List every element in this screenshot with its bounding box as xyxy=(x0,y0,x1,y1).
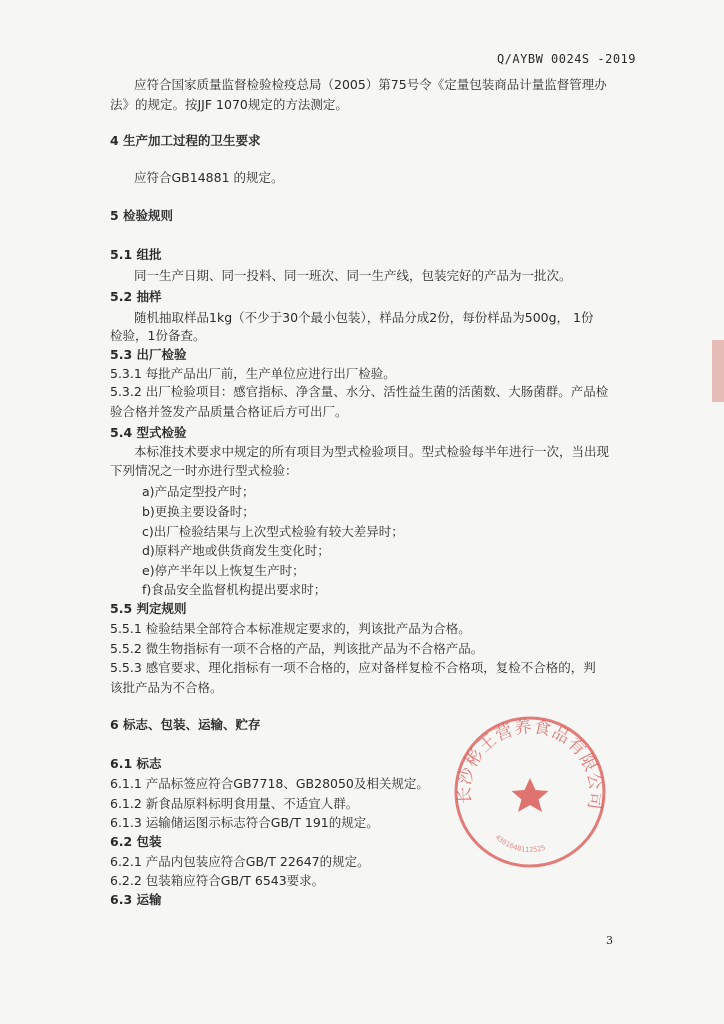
text-line: 6.1.3 运输储运图示标志符合GB/T 191的规定。 xyxy=(110,815,379,830)
list-item: e)停产半年以上恢复生产时； xyxy=(142,563,305,578)
section-heading: 4 生产加工过程的卫生要求 xyxy=(110,133,261,148)
text-line: 5.3.1 每批产品出厂前，生产单位应进行出厂检验。 xyxy=(110,366,396,381)
section-heading: 5 检验规则 xyxy=(110,208,174,223)
seal-company-text: 长沙彬王营养食品有限公司 xyxy=(454,717,606,812)
list-item: a)产品定型投产时； xyxy=(142,484,255,499)
text-line: 5.3.2 出厂检验项目：感官指标、净含量、水分、活性益生菌的活菌数、大肠菌群。产品检 xyxy=(110,384,609,399)
subsection-heading: 5.4 型式检验 xyxy=(110,425,187,440)
text-line: 6.2.2 包装箱应符合GB/T 6543要求。 xyxy=(110,873,325,888)
subsection-heading: 5.3 出厂检验 xyxy=(110,347,187,362)
text-line: 5.5.2 微生物指标有一项不合格的产品，判该批产品为不合格产品。 xyxy=(110,641,484,656)
text-line: 该批产品为不合格。 xyxy=(110,680,223,695)
section-heading: 6 标志、包装、运输、贮存 xyxy=(110,717,261,732)
standard-code: Q/AYBW 0024S -2019 xyxy=(496,52,636,66)
text-line: 6.2.1 产品内包装应符合GB/T 22647的规定。 xyxy=(110,854,370,869)
text-line: 检验，1份备查。 xyxy=(110,328,206,343)
text-line: 同一生产日期、同一投料、同一班次、同一生产线，包装完好的产品为一批次。 xyxy=(134,268,572,283)
list-item: c)出厂检验结果与上次型式检验有较大差异时； xyxy=(142,524,404,539)
edge-stamp-fragment xyxy=(712,340,724,402)
text-line: 6.1.2 新食品原料标明食用量、不适宜人群。 xyxy=(110,796,359,811)
text-line: 应符合国家质量监督检验检疫总局（2005）第75号令《定量包装商品计量监督管理办 xyxy=(134,77,607,92)
text-line: 应符合GB14881 的规定。 xyxy=(134,170,284,185)
text-line: 随机抽取样品1kg（不少于30个最小包装），样品分成2份，每份样品为500g， 1份 xyxy=(134,310,594,325)
subsection-heading: 6.3 运输 xyxy=(110,892,162,907)
subsection-heading: 6.1 标志 xyxy=(110,756,162,771)
list-item: f)食品安全监督机构提出要求时； xyxy=(142,582,327,597)
seal-number-text: 4301040112525 xyxy=(493,833,547,855)
list-item: b)更换主要设备时； xyxy=(142,504,255,519)
subsection-heading: 5.5 判定规则 xyxy=(110,601,187,616)
text-line: 下列情况之一时亦进行型式检验： xyxy=(110,463,298,478)
list-item: d)原料产地或供货商发生变化时； xyxy=(142,543,330,558)
text-line: 6.1.1 产品标签应符合GB7718、GB28050及相关规定。 xyxy=(110,776,429,791)
text-line: 验合格并签发产品质量合格证后方可出厂。 xyxy=(110,404,348,419)
text-line: 本标准技术要求中规定的所有项目为型式检验项目。型式检验每半年进行一次，当出现 xyxy=(134,444,610,459)
page-number: 3 xyxy=(606,934,613,947)
subsection-heading: 5.1 组批 xyxy=(110,247,162,262)
text-line: 5.5.3 感官要求、理化指标有一项不合格的，应对备样复检不合格项，复检不合格的，判 xyxy=(110,660,596,675)
seal-star xyxy=(512,778,549,812)
subsection-heading: 5.2 抽样 xyxy=(110,289,162,304)
company-seal xyxy=(450,712,610,872)
subsection-heading: 6.2 包装 xyxy=(110,834,162,849)
text-line: 5.5.1 检验结果全部符合本标准规定要求的，判该批产品为合格。 xyxy=(110,621,471,636)
text-line: 法》的规定。按JJF 1070规定的方法测定。 xyxy=(110,97,348,112)
